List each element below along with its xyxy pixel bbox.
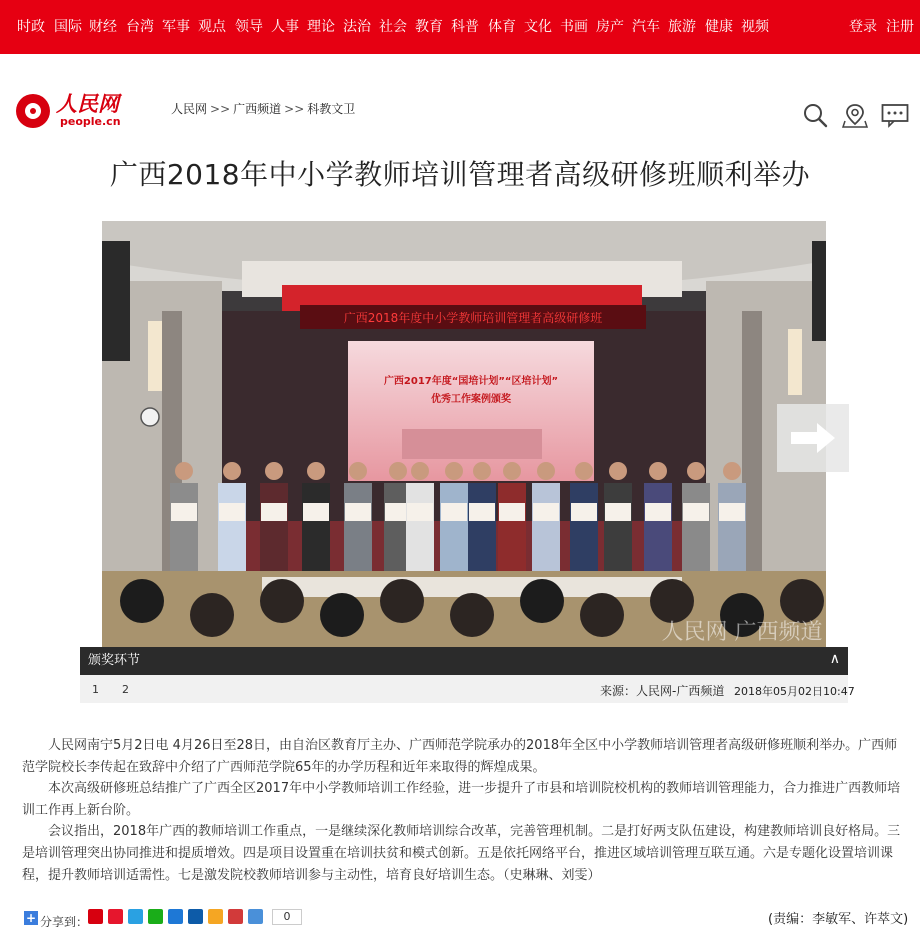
stage-person <box>468 483 496 583</box>
photo-meta-bar <box>80 675 855 703</box>
article-photo <box>102 221 826 647</box>
nav-item-16[interactable]: 书画 <box>560 19 588 35</box>
audience-head <box>260 579 304 623</box>
stage-person <box>604 483 632 583</box>
nav-item-17[interactable]: 房产 <box>596 19 624 35</box>
stage-person <box>170 483 198 583</box>
stage-person-head <box>389 462 407 480</box>
audience-head <box>190 593 234 637</box>
stage-person-head <box>723 462 741 480</box>
nav-item-7[interactable]: 领导 <box>235 19 263 35</box>
breadcrumb-item-guangxi[interactable]: 广西频道 <box>233 102 282 116</box>
collapse-caption-icon[interactable]: ∧ <box>829 651 840 667</box>
logo-mark-icon <box>16 94 50 128</box>
share-weibo-icon[interactable] <box>108 909 123 924</box>
screen-text-line1: 广西2017年度“国培计划”“区培计划” <box>383 376 559 387</box>
audience-head <box>520 579 564 623</box>
logo-text-cn: 人民网 <box>56 91 119 116</box>
photo-caption-bar <box>80 647 848 675</box>
article-paragraph-1: 人民网南宁5月2日电 4月26日至28日，由自治区教育厅主办、广西师范学院承办的2018年全区中小学教师培训管理者高级研修班顺利举办。广西师范学院校长李传起在致辞中介绍了广西师范学院65年的办学历程和近年来取得的辉煌成果。 <box>22 738 898 775</box>
stage-person-head <box>687 462 705 480</box>
certificate <box>219 503 245 521</box>
nav-item-9[interactable]: 理论 <box>307 19 335 35</box>
nav-item-4[interactable]: 台湾 <box>126 19 154 35</box>
certificate <box>407 503 433 521</box>
audience-head <box>120 579 164 623</box>
stage-person <box>498 483 526 583</box>
stage-person <box>440 483 468 583</box>
share-douban-icon[interactable] <box>228 909 243 924</box>
share-renren-icon[interactable] <box>188 909 203 924</box>
stage-person <box>344 483 372 583</box>
stage-person-head <box>473 462 491 480</box>
stage-person-head <box>175 462 193 480</box>
nav-item-12[interactable]: 教育 <box>415 19 443 35</box>
screen-text-line2: 优秀工作案例颁奖 <box>431 394 511 405</box>
stage-person-head <box>411 462 429 480</box>
nav-item-1[interactable]: 时政 <box>17 19 45 35</box>
article-title: 广西2018年中小学教师培训管理者高级研修班顺利举办 <box>109 158 811 191</box>
audience-head <box>780 579 824 623</box>
certificate <box>441 503 467 521</box>
certificate <box>645 503 671 521</box>
nav-item-14[interactable]: 体育 <box>488 19 516 35</box>
logo-text-en: people.cn <box>60 115 121 128</box>
certificate <box>605 503 631 521</box>
stage-person-head <box>649 462 667 480</box>
share-more-icon[interactable] <box>248 909 263 924</box>
stage-person-head <box>349 462 367 480</box>
certificate <box>469 503 495 521</box>
share-count: 0 <box>272 909 302 925</box>
certificate <box>533 503 559 521</box>
nav-item-13[interactable]: 科普 <box>451 19 479 35</box>
nav-item-15[interactable]: 文化 <box>524 19 552 35</box>
stage-person <box>406 483 434 583</box>
breadcrumb-item-kejiao[interactable]: 科教文卫 <box>307 102 356 116</box>
stage-person <box>260 483 288 583</box>
stage-person <box>570 483 598 583</box>
stage-person <box>718 483 746 583</box>
stage-person <box>532 483 560 583</box>
nav-item-20[interactable]: 健康 <box>705 19 733 35</box>
stage-person-head <box>445 462 463 480</box>
page-2-link[interactable]: 2 <box>122 683 129 696</box>
certificate <box>499 503 525 521</box>
stage-person <box>218 483 246 583</box>
photo-watermark: 人民网 广西频道 <box>661 620 823 645</box>
photo-caption: 颁奖环节 <box>88 653 141 668</box>
certificate <box>171 503 197 521</box>
stage-person <box>644 483 672 583</box>
arrow-right-icon <box>777 404 849 472</box>
share-plus-icon[interactable]: + <box>25 911 37 925</box>
stage-person <box>302 483 330 583</box>
article-paragraph-3: 会议指出，2018年广西的教师培训工作重点，一是继续深化教师培训综合改革，完善管理机制。二是打好两支队伍建设，构建教师培训良好格局。三是培训管理突出协同推进和提质增效。四是项目设置重在培训扶贫和模式创新。五是依托网络平台，推进区域培训管理互联互通。六是专题化设置培训课程，提升教师培训适需性。七是激发院校教师培训参与主动性，培育良好培训生态。（史琳琳、刘雯） <box>22 824 901 883</box>
audience-head <box>450 593 494 637</box>
nav-item-2[interactable]: 国际 <box>54 19 82 35</box>
comment-icon[interactable] <box>881 102 909 128</box>
breadcrumb <box>171 102 355 116</box>
certificate <box>683 503 709 521</box>
share-qq-icon[interactable] <box>168 909 183 924</box>
people-cn-logo[interactable] <box>16 92 126 132</box>
breadcrumb-separator: >> <box>284 102 305 116</box>
stage-person-head <box>223 462 241 480</box>
audience-head <box>580 593 624 637</box>
nav-item-10[interactable]: 法治 <box>343 19 371 35</box>
top-nav-bar <box>0 0 920 54</box>
page-1-link[interactable]: 1 <box>92 683 99 696</box>
stage-person-head <box>609 462 627 480</box>
nav-item-18[interactable]: 汽车 <box>632 19 660 35</box>
certificate <box>345 503 371 521</box>
location-icon[interactable] <box>842 102 868 128</box>
register-link[interactable]: 注册 <box>886 19 914 35</box>
stage-person <box>682 483 710 583</box>
stage-person-head <box>575 462 593 480</box>
breadcrumb-item-home[interactable]: 人民网 <box>171 102 208 116</box>
audience-head <box>380 579 424 623</box>
share-label: 分享到： <box>40 915 89 929</box>
share-wechat-icon[interactable] <box>148 909 163 924</box>
stage-banner-text: 广西2018年度中小学教师培训管理者高级研修班 <box>343 311 603 325</box>
share-qzone-icon[interactable] <box>128 909 143 924</box>
share-people-icon[interactable] <box>88 909 103 924</box>
certificate <box>571 503 597 521</box>
breadcrumb-separator: >> <box>210 102 231 116</box>
stage-person-head <box>307 462 325 480</box>
nav-item-21[interactable]: 视频 <box>741 19 769 35</box>
article-time: 2018年05月02日10:47 <box>734 685 855 698</box>
share-kaixin-icon[interactable] <box>208 909 223 924</box>
nav-item-19[interactable]: 旅游 <box>668 19 696 35</box>
stage-person-head <box>265 462 283 480</box>
login-link[interactable]: 登录 <box>849 19 877 35</box>
nav-item-5[interactable]: 军事 <box>162 19 190 35</box>
stage-person-head <box>537 462 555 480</box>
nav-item-3[interactable]: 财经 <box>89 19 117 35</box>
nav-item-6[interactable]: 观点 <box>198 19 226 35</box>
search-icon[interactable] <box>802 102 828 128</box>
audience-head <box>650 579 694 623</box>
nav-item-11[interactable]: 社会 <box>379 19 407 35</box>
article-body <box>22 735 910 886</box>
certificate <box>719 503 745 521</box>
nav-item-8[interactable]: 人事 <box>271 19 299 35</box>
stage-person-head <box>503 462 521 480</box>
certificate <box>261 503 287 521</box>
next-photo-button[interactable] <box>777 404 849 472</box>
article-paragraph-2: 本次高级研修班总结推广了广西全区2017年中小学教师培训工作经验，进一步提升了市县和培训院校机构的教师培训管理能力，合力推进广西教师培训工作再上新台阶。 <box>22 781 901 818</box>
article-editor: (责编：李敏军、许萃文) <box>768 912 909 927</box>
article-source: 来源：人民网-广西频道 <box>600 684 725 698</box>
audience-head <box>320 593 364 637</box>
certificate <box>303 503 329 521</box>
